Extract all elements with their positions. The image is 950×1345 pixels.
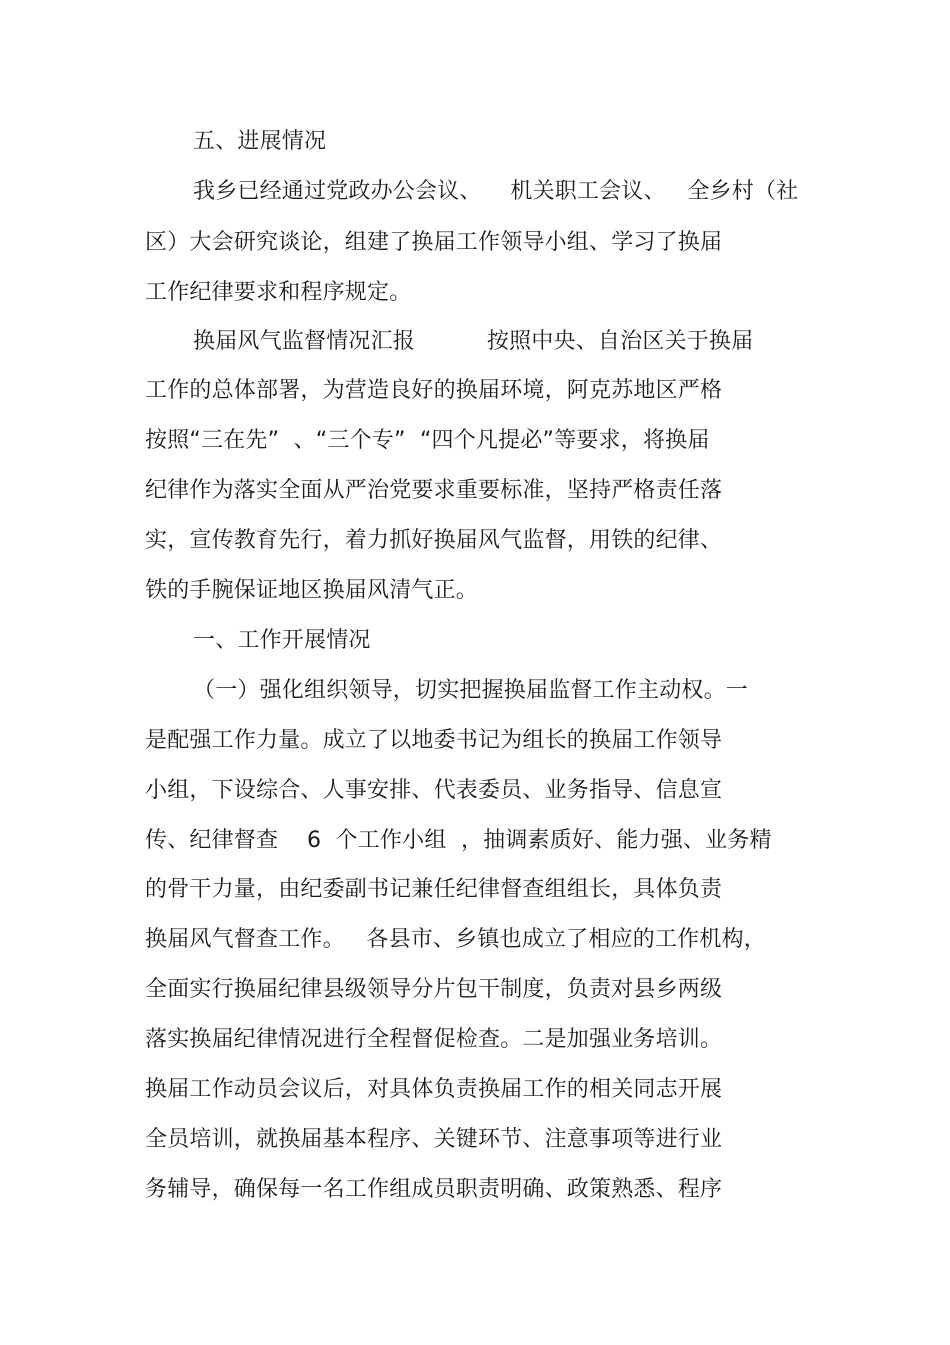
paragraph-line: 落实换届纪律情况进行全程督促检查。二是加强业务培训。 — [145, 1027, 723, 1052]
paragraph-line: 全面实行换届纪律县级领导分片包干制度，负责对县乡两级 — [145, 977, 723, 1002]
section-heading-progress: 五、进展情况 — [193, 129, 327, 154]
paragraph-line: 传、纪律督查 6 个工作小组 ，抽调素质好、能力强、业务精 — [145, 828, 772, 853]
paragraph-line: 实，宣传教育先行，着力抓好换届风气监督，用铁的纪律、 — [145, 528, 723, 553]
paragraph-line: 是配强工作力量。成立了以地委书记为组长的换届工作领导 — [145, 728, 723, 753]
paragraph-line: 区）大会研究谈论，组建了换届工作领导小组、学习了换届 — [145, 230, 723, 255]
paragraph-line: 小组，下设综合、人事安排、代表委员、业务指导、信息宣 — [145, 778, 723, 803]
paragraph-line: 务辅导，确保每一名工作组成员职责明确、政策熟悉、程序 — [145, 1177, 723, 1202]
paragraph-line: 纪律作为落实全面从严治党要求重要标准，坚持严格责任落 — [145, 478, 723, 503]
section-heading-work: 一、工作开展情况 — [193, 628, 371, 653]
paragraph-line: 工作的总体部署，为营造良好的换届环境，阿克苏地区严格 — [145, 378, 723, 403]
paragraph-line: 全员培训，就换届基本程序、关键环节、注意事项等进行业 — [145, 1127, 723, 1152]
paragraph-line: 工作纪律要求和程序规定。 — [145, 280, 412, 305]
paragraph-line: 换届工作动员会议后，对具体负责换届工作的相关同志开展 — [145, 1077, 723, 1102]
paragraph-line: 换届风气督查工作。 各县市、乡镇也成立了相应的工作机构， — [145, 927, 766, 952]
paragraph-line: （一）强化组织领导，切实把握换届监督工作主动权。一 — [193, 678, 749, 703]
paragraph-line: 按照“三在先” 、“三个专” “四个凡提必”等要求，将换届 — [145, 428, 710, 453]
paragraph-line: 的骨干力量，由纪委副书记兼任纪律督查组组长，具体负责 — [145, 877, 723, 902]
paragraph-line: 我乡已经通过党政办公会议、 机关职工会议、 全乡村（社 — [193, 179, 799, 204]
paragraph-line: 铁的手腕保证地区换届风清气正。 — [145, 578, 479, 603]
paragraph-line: 换届风气监督情况汇报 按照中央、自治区关于换届 — [193, 329, 754, 354]
